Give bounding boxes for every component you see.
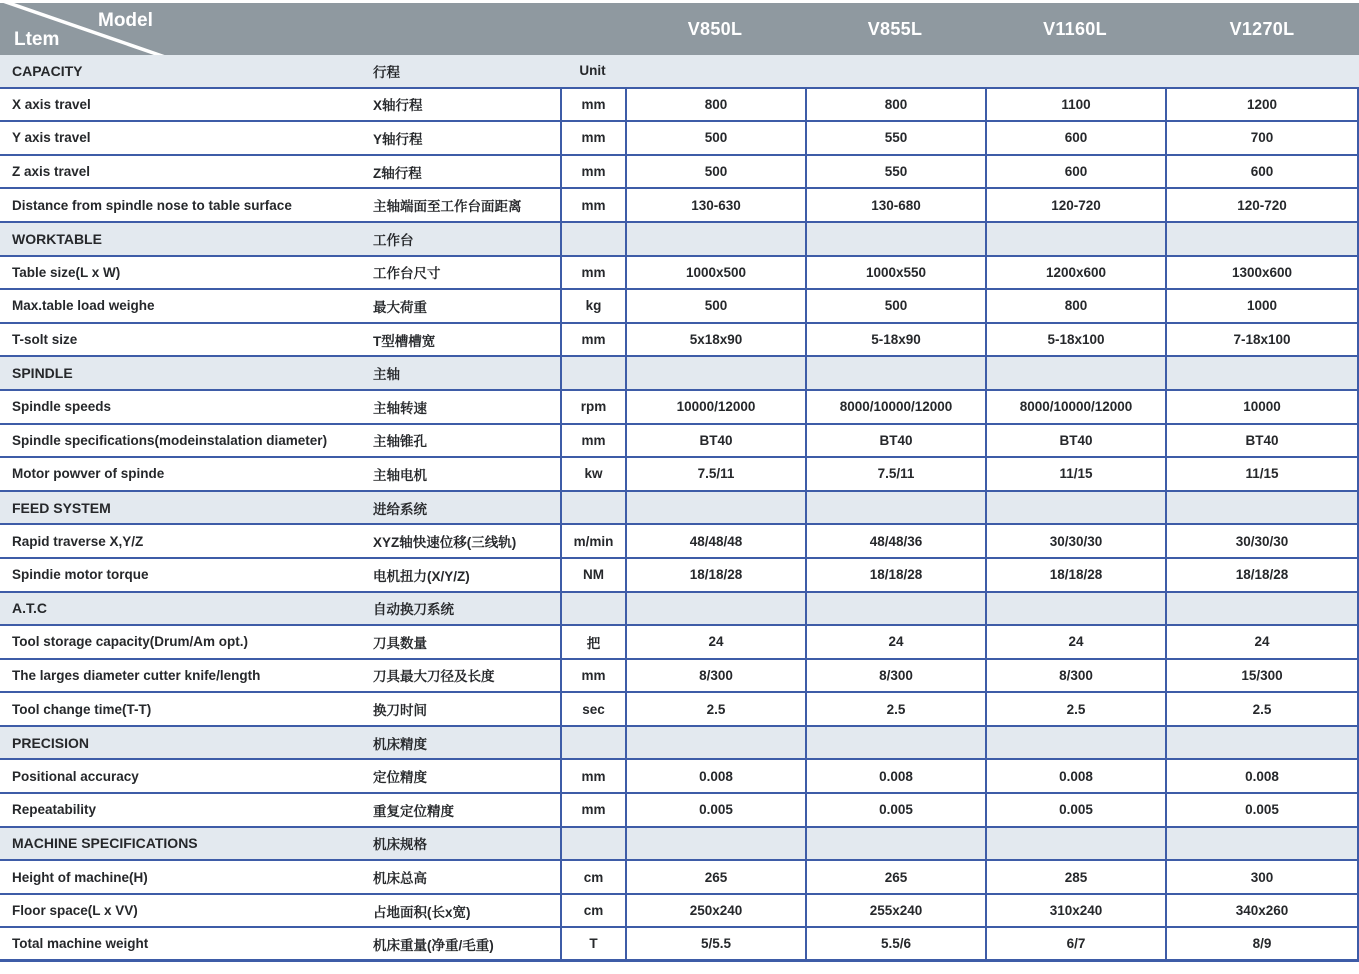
unit-cell: mm (560, 122, 625, 154)
table-row (0, 324, 1359, 358)
section-value-cell (805, 55, 985, 87)
value-cell: 700 (1165, 122, 1359, 154)
section-row (0, 223, 1359, 257)
value-cell: 24 (1165, 626, 1359, 658)
item-name-en: T-solt size (12, 332, 78, 348)
table-row (0, 626, 1359, 660)
table-row (0, 895, 1359, 929)
section-title-cn: 行程 (373, 64, 400, 80)
value-cell: 1100 (985, 89, 1165, 121)
value-cell: 8000/10000/12000 (805, 391, 985, 423)
item-name-en: Spindie motor torque (12, 567, 149, 583)
table-row (0, 89, 1359, 123)
table-row (0, 693, 1359, 727)
section-value-cell (985, 492, 1165, 524)
section-row (0, 593, 1359, 627)
unit-cell: mm (560, 794, 625, 826)
value-cell: 310x240 (985, 895, 1165, 927)
item-name-en: Z axis travel (12, 164, 91, 180)
table-row (0, 257, 1359, 291)
item-name-cn: 刀具最大刀径及长度 (373, 669, 495, 685)
unit-cell: 把 (560, 626, 625, 658)
section-value-cell (805, 223, 985, 255)
section-value-cell (1165, 593, 1359, 625)
section-value-cell (625, 828, 805, 860)
section-value-cell (985, 593, 1165, 625)
value-cell: 1000x550 (805, 257, 985, 289)
item-name-en: Distance from spindle nose to table surface (12, 197, 292, 213)
item-name-en: Total machine weight (12, 936, 149, 952)
value-cell: 5.5/6 (805, 928, 985, 959)
value-cell: 11/15 (1165, 458, 1359, 490)
value-cell: 7.5/11 (805, 458, 985, 490)
item-name-cn: Z轴行程 (373, 165, 422, 181)
table-header-row (0, 3, 1359, 55)
item-name-cn: 定位精度 (373, 770, 427, 786)
item-name-cn: 机床总高 (373, 871, 427, 887)
value-cell: 800 (625, 89, 805, 121)
section-row (0, 357, 1359, 391)
value-cell: 18/18/28 (805, 559, 985, 591)
value-cell: BT40 (625, 425, 805, 457)
value-cell: 0.008 (805, 760, 985, 792)
section-title-cn: 工作台 (373, 232, 414, 248)
item-name-cn: Y轴行程 (373, 131, 423, 147)
section-value-cell (805, 357, 985, 389)
item-name-cn: 工作台尺寸 (373, 266, 441, 282)
unit-cell: NM (560, 559, 625, 591)
table-row (0, 391, 1359, 425)
section-row (0, 727, 1359, 761)
value-cell: BT40 (985, 425, 1165, 457)
value-cell: 8/300 (985, 660, 1165, 692)
item-name-cn: 主轴锥孔 (373, 434, 427, 450)
model-header-v1160l: V1160L (1043, 18, 1107, 39)
value-cell: 550 (805, 156, 985, 188)
item-name-cn: 主轴转速 (373, 400, 427, 416)
unit-cell: mm (560, 425, 625, 457)
section-value-cell (985, 727, 1165, 759)
value-cell: 8/9 (1165, 928, 1359, 959)
section-value-cell (625, 593, 805, 625)
value-cell: 0.008 (625, 760, 805, 792)
value-cell: 255x240 (805, 895, 985, 927)
model-header-v1270l: V1270L (1229, 18, 1295, 39)
table-row (0, 794, 1359, 828)
section-value-cell (805, 828, 985, 860)
unit-cell: rpm (560, 391, 625, 423)
corner-model-label: Model (98, 10, 153, 31)
unit-cell: cm (560, 895, 625, 927)
value-cell: 600 (1165, 156, 1359, 188)
value-cell: 0.008 (1165, 760, 1359, 792)
section-title-en: A.T.C (12, 600, 47, 617)
table-row (0, 189, 1359, 223)
value-cell: 5x18x90 (625, 324, 805, 356)
value-cell: 6/7 (985, 928, 1165, 959)
item-name-en: Spindle specifications(modeinstalation diameter) (12, 432, 328, 448)
section-value-cell (625, 492, 805, 524)
item-name-cn: T型槽槽宽 (373, 333, 436, 349)
item-name-en: Floor space(L x VV) (12, 903, 138, 919)
section-value-cell (1165, 727, 1359, 759)
section-value-cell (625, 357, 805, 389)
unit-header (560, 223, 625, 255)
unit-cell: kw (560, 458, 625, 490)
item-name-en: Y axis travel (12, 130, 91, 146)
table-row (0, 122, 1359, 156)
section-title-en: WORKTABLE (12, 230, 102, 247)
value-cell: 7-18x100 (1165, 324, 1359, 356)
unit-header: Unit (579, 63, 606, 79)
table-row (0, 861, 1359, 895)
section-value-cell (1165, 492, 1359, 524)
value-cell: 18/18/28 (985, 559, 1165, 591)
value-cell: 24 (625, 626, 805, 658)
section-row (0, 828, 1359, 862)
value-cell: 600 (985, 122, 1165, 154)
value-cell: 0.008 (985, 760, 1165, 792)
value-cell: 120-720 (985, 189, 1165, 221)
unit-header (560, 593, 625, 625)
unit-cell: mm (560, 324, 625, 356)
table-row (0, 425, 1359, 459)
item-name-cn: 最大荷重 (373, 299, 427, 315)
value-cell: 5-18x90 (805, 324, 985, 356)
unit-cell: kg (560, 290, 625, 322)
section-title-cn: 自动换刀系统 (373, 602, 454, 618)
item-name-en: Rapid traverse X,Y/Z (12, 533, 144, 549)
value-cell: 130-630 (625, 189, 805, 221)
table-row (0, 290, 1359, 324)
value-cell: 2.5 (985, 693, 1165, 725)
section-value-cell (625, 727, 805, 759)
value-cell: 0.005 (805, 794, 985, 826)
table-body (0, 55, 1359, 962)
diagonal-divider (0, 3, 625, 55)
value-cell: 500 (625, 290, 805, 322)
section-value-cell (1165, 55, 1359, 87)
value-cell: 2.5 (805, 693, 985, 725)
item-name-en: The larges diameter cutter knife/length (12, 667, 261, 683)
item-name-cn: 占地面积(长x宽) (373, 904, 471, 920)
value-cell: 18/18/28 (1165, 559, 1359, 591)
header-corner-cell (0, 3, 625, 55)
unit-header (560, 828, 625, 860)
item-name-cn: 电机扭力(X/Y/Z) (373, 568, 470, 584)
value-cell: 48/48/36 (805, 525, 985, 557)
section-value-cell (625, 55, 805, 87)
item-name-cn: XYZ轴快速位移(三线轨) (373, 535, 517, 551)
value-cell: 0.005 (1165, 794, 1359, 826)
value-cell: 8000/10000/12000 (985, 391, 1165, 423)
unit-cell: mm (560, 89, 625, 121)
value-cell: 500 (625, 156, 805, 188)
value-cell: 1000 (1165, 290, 1359, 322)
item-name-cn: X轴行程 (373, 98, 423, 114)
unit-header (560, 492, 625, 524)
unit-cell: mm (560, 760, 625, 792)
section-value-cell (1165, 223, 1359, 255)
value-cell: 1200 (1165, 89, 1359, 121)
unit-header (560, 727, 625, 759)
value-cell: 0.005 (985, 794, 1165, 826)
value-cell: 2.5 (1165, 693, 1359, 725)
value-cell: 285 (985, 861, 1165, 893)
item-name-en: Max.table load weighe (12, 298, 155, 314)
table-row (0, 928, 1359, 962)
section-value-cell (1165, 828, 1359, 860)
model-header-v855l: V855L (867, 18, 923, 39)
value-cell: 0.005 (625, 794, 805, 826)
item-name-en: Tool change time(T-T) (12, 701, 152, 717)
section-row (0, 55, 1359, 89)
section-title-cn: 主轴 (373, 367, 400, 383)
item-name-cn: 主轴电机 (373, 467, 427, 483)
value-cell: 11/15 (985, 458, 1165, 490)
value-cell: BT40 (805, 425, 985, 457)
value-cell: 500 (805, 290, 985, 322)
value-cell: 800 (985, 290, 1165, 322)
value-cell: 8/300 (805, 660, 985, 692)
model-header-v850l: V850L (687, 18, 743, 39)
item-name-en: Repeatability (12, 802, 97, 818)
item-name-cn: 重复定位精度 (373, 803, 454, 819)
value-cell: 15/300 (1165, 660, 1359, 692)
unit-cell: mm (560, 660, 625, 692)
value-cell: 8/300 (625, 660, 805, 692)
section-value-cell (985, 55, 1165, 87)
value-cell: 1000x500 (625, 257, 805, 289)
table-row (0, 525, 1359, 559)
unit-cell: cm (560, 861, 625, 893)
value-cell: 340x260 (1165, 895, 1359, 927)
value-cell: 24 (985, 626, 1165, 658)
item-name-cn: 机床重量(净重/毛重) (373, 937, 494, 953)
value-cell: 7.5/11 (625, 458, 805, 490)
value-cell: 600 (985, 156, 1165, 188)
value-cell: 10000/12000 (625, 391, 805, 423)
section-value-cell (1165, 357, 1359, 389)
section-row (0, 492, 1359, 526)
value-cell: 120-720 (1165, 189, 1359, 221)
table-row (0, 156, 1359, 190)
section-value-cell (985, 223, 1165, 255)
value-cell: 800 (805, 89, 985, 121)
section-value-cell (805, 727, 985, 759)
corner-item-label: Ltem (14, 29, 60, 50)
unit-cell: mm (560, 189, 625, 221)
section-title-cn: 机床精度 (373, 736, 427, 752)
unit-cell: mm (560, 257, 625, 289)
item-name-en: Motor powver of spinde (12, 466, 165, 482)
table-row (0, 559, 1359, 593)
item-name-en: Positional accuracy (12, 768, 139, 784)
value-cell: 30/30/30 (1165, 525, 1359, 557)
section-title-en: FEED SYSTEM (12, 499, 111, 516)
value-cell: 250x240 (625, 895, 805, 927)
unit-cell: sec (560, 693, 625, 725)
value-cell: 2.5 (625, 693, 805, 725)
value-cell: 24 (805, 626, 985, 658)
value-cell: 550 (805, 122, 985, 154)
unit-header (560, 357, 625, 389)
item-name-en: Height of machine(H) (12, 869, 148, 885)
section-value-cell (985, 357, 1165, 389)
value-cell: 1200x600 (985, 257, 1165, 289)
section-value-cell (805, 492, 985, 524)
section-title-en: MACHINE SPECIFICATIONS (12, 835, 198, 852)
item-name-en: Spindle speeds (12, 399, 112, 415)
value-cell: 1300x600 (1165, 257, 1359, 289)
unit-cell: T (560, 928, 625, 959)
table-row (0, 458, 1359, 492)
section-title-cn: 进给系统 (373, 501, 427, 517)
unit-cell: m/min (560, 525, 625, 557)
value-cell: 500 (625, 122, 805, 154)
section-title-en: CAPACITY (12, 62, 83, 79)
value-cell: 300 (1165, 861, 1359, 893)
section-value-cell (625, 223, 805, 255)
unit-cell: mm (560, 156, 625, 188)
table-row (0, 760, 1359, 794)
item-name-en: X axis travel (12, 96, 91, 112)
section-title-cn: 机床规格 (373, 837, 427, 853)
value-cell: 130-680 (805, 189, 985, 221)
section-title-en: SPINDLE (12, 365, 73, 382)
table-row (0, 660, 1359, 694)
value-cell: BT40 (1165, 425, 1359, 457)
section-value-cell (805, 593, 985, 625)
item-name-cn: 换刀时间 (373, 703, 427, 719)
value-cell: 5/5.5 (625, 928, 805, 959)
value-cell: 10000 (1165, 391, 1359, 423)
value-cell: 265 (805, 861, 985, 893)
value-cell: 5-18x100 (985, 324, 1165, 356)
item-name-en: Table size(L x W) (12, 264, 121, 280)
section-value-cell (985, 828, 1165, 860)
item-name-cn: 主轴端面至工作台面距离 (373, 199, 522, 215)
item-name-cn: 刀具数量 (373, 635, 427, 651)
value-cell: 265 (625, 861, 805, 893)
section-title-en: PRECISION (12, 734, 90, 751)
item-name-en: Tool storage capacity(Drum/Am opt.) (12, 634, 249, 650)
value-cell: 30/30/30 (985, 525, 1165, 557)
value-cell: 18/18/28 (625, 559, 805, 591)
value-cell: 48/48/48 (625, 525, 805, 557)
